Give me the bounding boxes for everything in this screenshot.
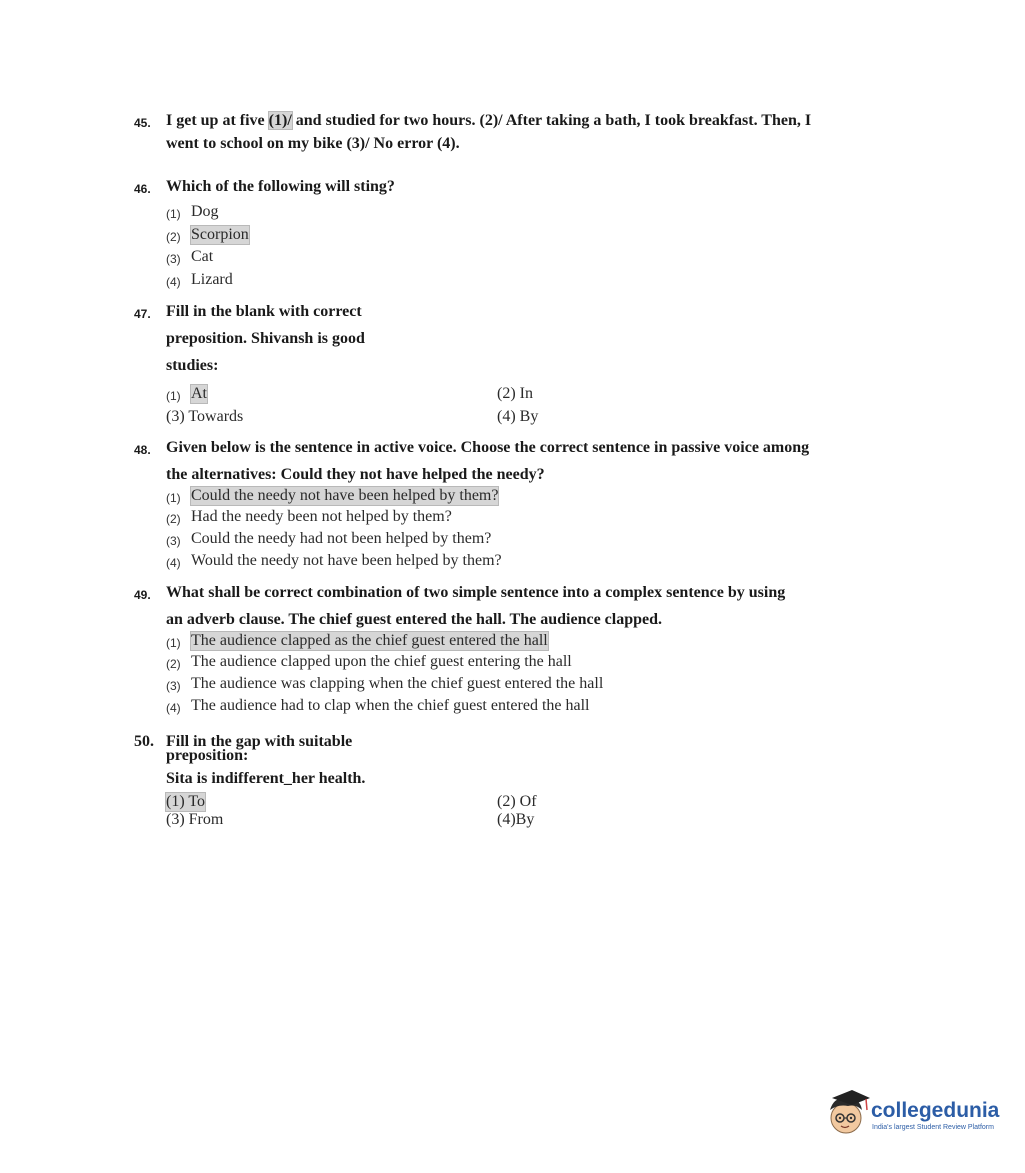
question-47-text-line: Fill in the blank with correct	[166, 303, 362, 320]
option-text: The audience had to clap when the chief guest entered the hall	[191, 697, 590, 714]
option-number: (1)	[166, 491, 181, 505]
question-number-47: 47.	[134, 307, 151, 321]
option-text-correct	[166, 793, 205, 811]
option-text-correct: Could the needy not have been helped by them?	[191, 487, 499, 504]
option-label: To	[188, 793, 206, 810]
option-text: Would the needy not have been helped by them?	[191, 552, 502, 569]
option-text: Cat	[191, 248, 214, 265]
option-number: (3)	[166, 408, 185, 425]
option-text-correct: At	[191, 385, 207, 402]
option-number: (1)	[166, 793, 185, 810]
option-number: (2)	[497, 793, 516, 810]
question-48-text-line: the alternatives: Could they not have helped the needy?	[166, 466, 545, 483]
option-number: (3)	[166, 534, 181, 548]
question-50-text-line: Fill in the gap with suitable	[166, 733, 353, 750]
question-45-text-line1	[166, 112, 811, 130]
option-text: Dog	[191, 203, 219, 220]
option-label: By	[515, 811, 535, 828]
question-number-50: 50.	[134, 733, 154, 750]
brand-tagline: India's largest Student Review Platform	[872, 1124, 994, 1131]
question-number-45: 45.	[134, 116, 151, 130]
option-text	[166, 408, 243, 426]
option-label: Of	[519, 793, 537, 810]
option-number: (2)	[166, 657, 181, 671]
question-46-text: Which of the following will sting?	[166, 178, 395, 195]
option-number: (1)	[166, 207, 181, 221]
option-text	[497, 385, 533, 403]
option-number: (3)	[166, 252, 181, 266]
question-45-text-line2: went to school on my bike (3)/ No error (4).	[166, 135, 460, 152]
option-text: The audience was clapping when the chief guest entered the hall	[191, 675, 604, 692]
option-number: (4)	[166, 701, 181, 715]
option-text: Had the needy been not helped by them?	[191, 508, 452, 525]
option-number: (4)	[166, 275, 181, 289]
option-text: The audience clapped upon the chief guest entering the hall	[191, 653, 572, 670]
question-45-text-part: I get up at five	[166, 112, 269, 129]
question-47-text-line: studies:	[166, 357, 219, 374]
option-number: (4)	[497, 811, 516, 828]
option-number: (2)	[166, 230, 181, 244]
question-47-text-line: preposition. Shivansh is good	[166, 330, 365, 347]
collegedunia-mascot-icon	[826, 1088, 876, 1140]
option-text: Lizard	[191, 271, 233, 288]
option-text	[497, 811, 534, 829]
option-number: (2)	[497, 385, 516, 402]
question-45-text-part: and studied for two hours. (2)/ After taking a bath, I took breakfast. Then, I	[291, 112, 812, 129]
option-number: (3)	[166, 679, 181, 693]
option-label: In	[519, 385, 533, 402]
question-49-text-line: an adverb clause. The chief guest entered the hall. The audience clapped.	[166, 611, 663, 628]
option-text-correct: Scorpion	[191, 226, 249, 243]
option-label: From	[188, 811, 224, 828]
question-49-text-line: What shall be correct combination of two simple sentence into a complex sentence by using	[166, 584, 786, 601]
option-number: (1)	[166, 389, 181, 403]
mascot-svg	[826, 1088, 876, 1140]
question-48-text-line: Given below is the sentence in active voice. Choose the correct sentence in passive voice among	[166, 439, 810, 456]
question-50-text-line: preposition:	[166, 747, 249, 764]
option-text	[497, 793, 537, 811]
option-label: By	[519, 408, 539, 425]
option-label: Towards	[188, 408, 244, 425]
option-number: (3)	[166, 811, 185, 828]
question-50-text-line: Sita is indifferent_her health.	[166, 770, 366, 787]
option-number: (4)	[497, 408, 516, 425]
option-number: (2)	[166, 512, 181, 526]
option-text	[497, 408, 538, 426]
option-text	[166, 811, 223, 829]
question-number-46: 46.	[134, 182, 151, 196]
option-text: Could the needy had not been helped by them?	[191, 530, 492, 547]
option-number: (4)	[166, 556, 181, 570]
question-number-49: 49.	[134, 588, 151, 602]
option-text-correct: The audience clapped as the chief guest entered the hall	[191, 632, 548, 649]
question-number-48: 48.	[134, 443, 151, 457]
option-number: (1)	[166, 636, 181, 650]
highlighted-answer-marker: (1)/	[268, 112, 292, 129]
brand-name: collegedunia	[871, 1099, 1000, 1122]
